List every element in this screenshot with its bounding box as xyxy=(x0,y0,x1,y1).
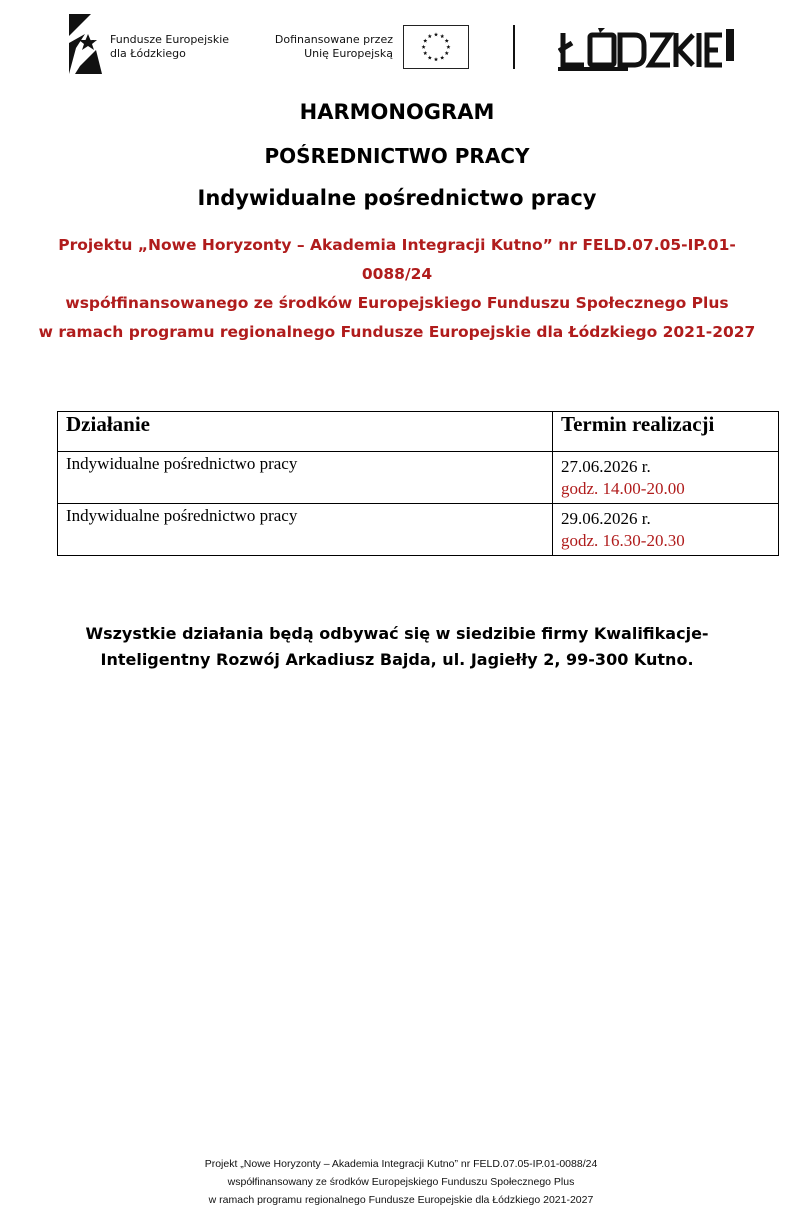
project-description xyxy=(30,231,764,347)
eu-star-icon xyxy=(440,56,444,60)
fe-logo-line1: Fundusze Europejskie xyxy=(110,33,230,46)
activity-cell: Indywidualne pośrednictwo pracy xyxy=(58,504,553,556)
hours-text: godz. 14.00-20.00 xyxy=(561,479,685,498)
term-cell xyxy=(553,452,779,504)
eu-star-icon xyxy=(434,57,438,61)
eu-star-icon xyxy=(445,51,449,55)
eu-star-icon xyxy=(428,56,432,60)
eu-star-icon xyxy=(445,39,449,43)
footer-line-3: w ramach programu regionalnego Fundusze Europejskie dla Łódzkiego 2021-2027 xyxy=(208,1194,594,1206)
column-header-term: Termin realizacji xyxy=(553,412,779,452)
lodzkie-wordmark-icon xyxy=(558,27,734,71)
location-note-line-2: Inteligentny Rozwój Arkadiusz Bajda, ul. Jagiełły 2, 99-300 Kutno. xyxy=(100,650,694,669)
table-row xyxy=(58,452,779,504)
eu-star-icon xyxy=(423,39,427,43)
schedule-table xyxy=(57,411,779,556)
column-header-activity: Działanie xyxy=(58,412,553,452)
date-text: 27.06.2026 r. xyxy=(561,457,651,476)
fe-logo-text xyxy=(110,33,229,61)
fe-logo-line2: dla Łódzkiego xyxy=(110,47,186,60)
eu-star-icon xyxy=(434,32,438,36)
eu-star-icon xyxy=(423,51,427,55)
project-line-3: współfinansowanego ze środków Europejskiego Funduszu Społecznego Plus xyxy=(65,294,729,312)
page-footer xyxy=(100,1155,702,1209)
table-row xyxy=(58,504,779,556)
hours-text: godz. 16.30-20.30 xyxy=(561,531,685,550)
eu-logo-line2: Unię Europejską xyxy=(304,47,393,60)
term-cell xyxy=(553,504,779,556)
logo-divider xyxy=(513,25,515,69)
eu-logo-text xyxy=(248,33,393,61)
eu-star-icon xyxy=(422,45,426,49)
eu-star-icon xyxy=(428,34,432,38)
footer-line-1: Projekt „Nowe Horyzonty – Akademia Integracji Kutno” nr FELD.07.05-IP.01-0088/24 xyxy=(204,1158,598,1170)
eu-flag-icon xyxy=(403,25,469,69)
date-text: 29.06.2026 r. xyxy=(561,509,651,528)
location-note xyxy=(40,621,754,673)
eu-star-icon xyxy=(440,34,444,38)
project-line-1: Projektu „Nowe Horyzonty – Akademia Integracji Kutno” nr FELD.07.05-IP.01- xyxy=(58,236,736,254)
footer-line-2: współfinansowany ze środków Europejskiego Funduszu Społecznego Plus xyxy=(227,1176,575,1188)
logo-strip xyxy=(0,0,794,90)
activity-title: Indywidualne pośrednictwo pracy xyxy=(197,186,597,210)
page-title: HARMONOGRAM xyxy=(299,100,495,124)
project-line-4: w ramach programu regionalnego Fundusze Europejskie dla Łódzkiego 2021-2027 xyxy=(38,323,756,341)
page-subtitle: POŚREDNICTWO PRACY xyxy=(264,144,530,168)
fundusze-europejskie-logo-icon xyxy=(66,14,102,74)
eu-logo-line1: Dofinansowane przez xyxy=(274,33,393,46)
location-note-line-1: Wszystkie działania będą odbywać się w siedzibie firmy Kwalifikacje- xyxy=(85,624,709,643)
eu-star-icon xyxy=(446,45,450,49)
project-line-2: 0088/24 xyxy=(361,265,433,283)
table-header-row xyxy=(58,412,779,452)
activity-cell: Indywidualne pośrednictwo pracy xyxy=(58,452,553,504)
